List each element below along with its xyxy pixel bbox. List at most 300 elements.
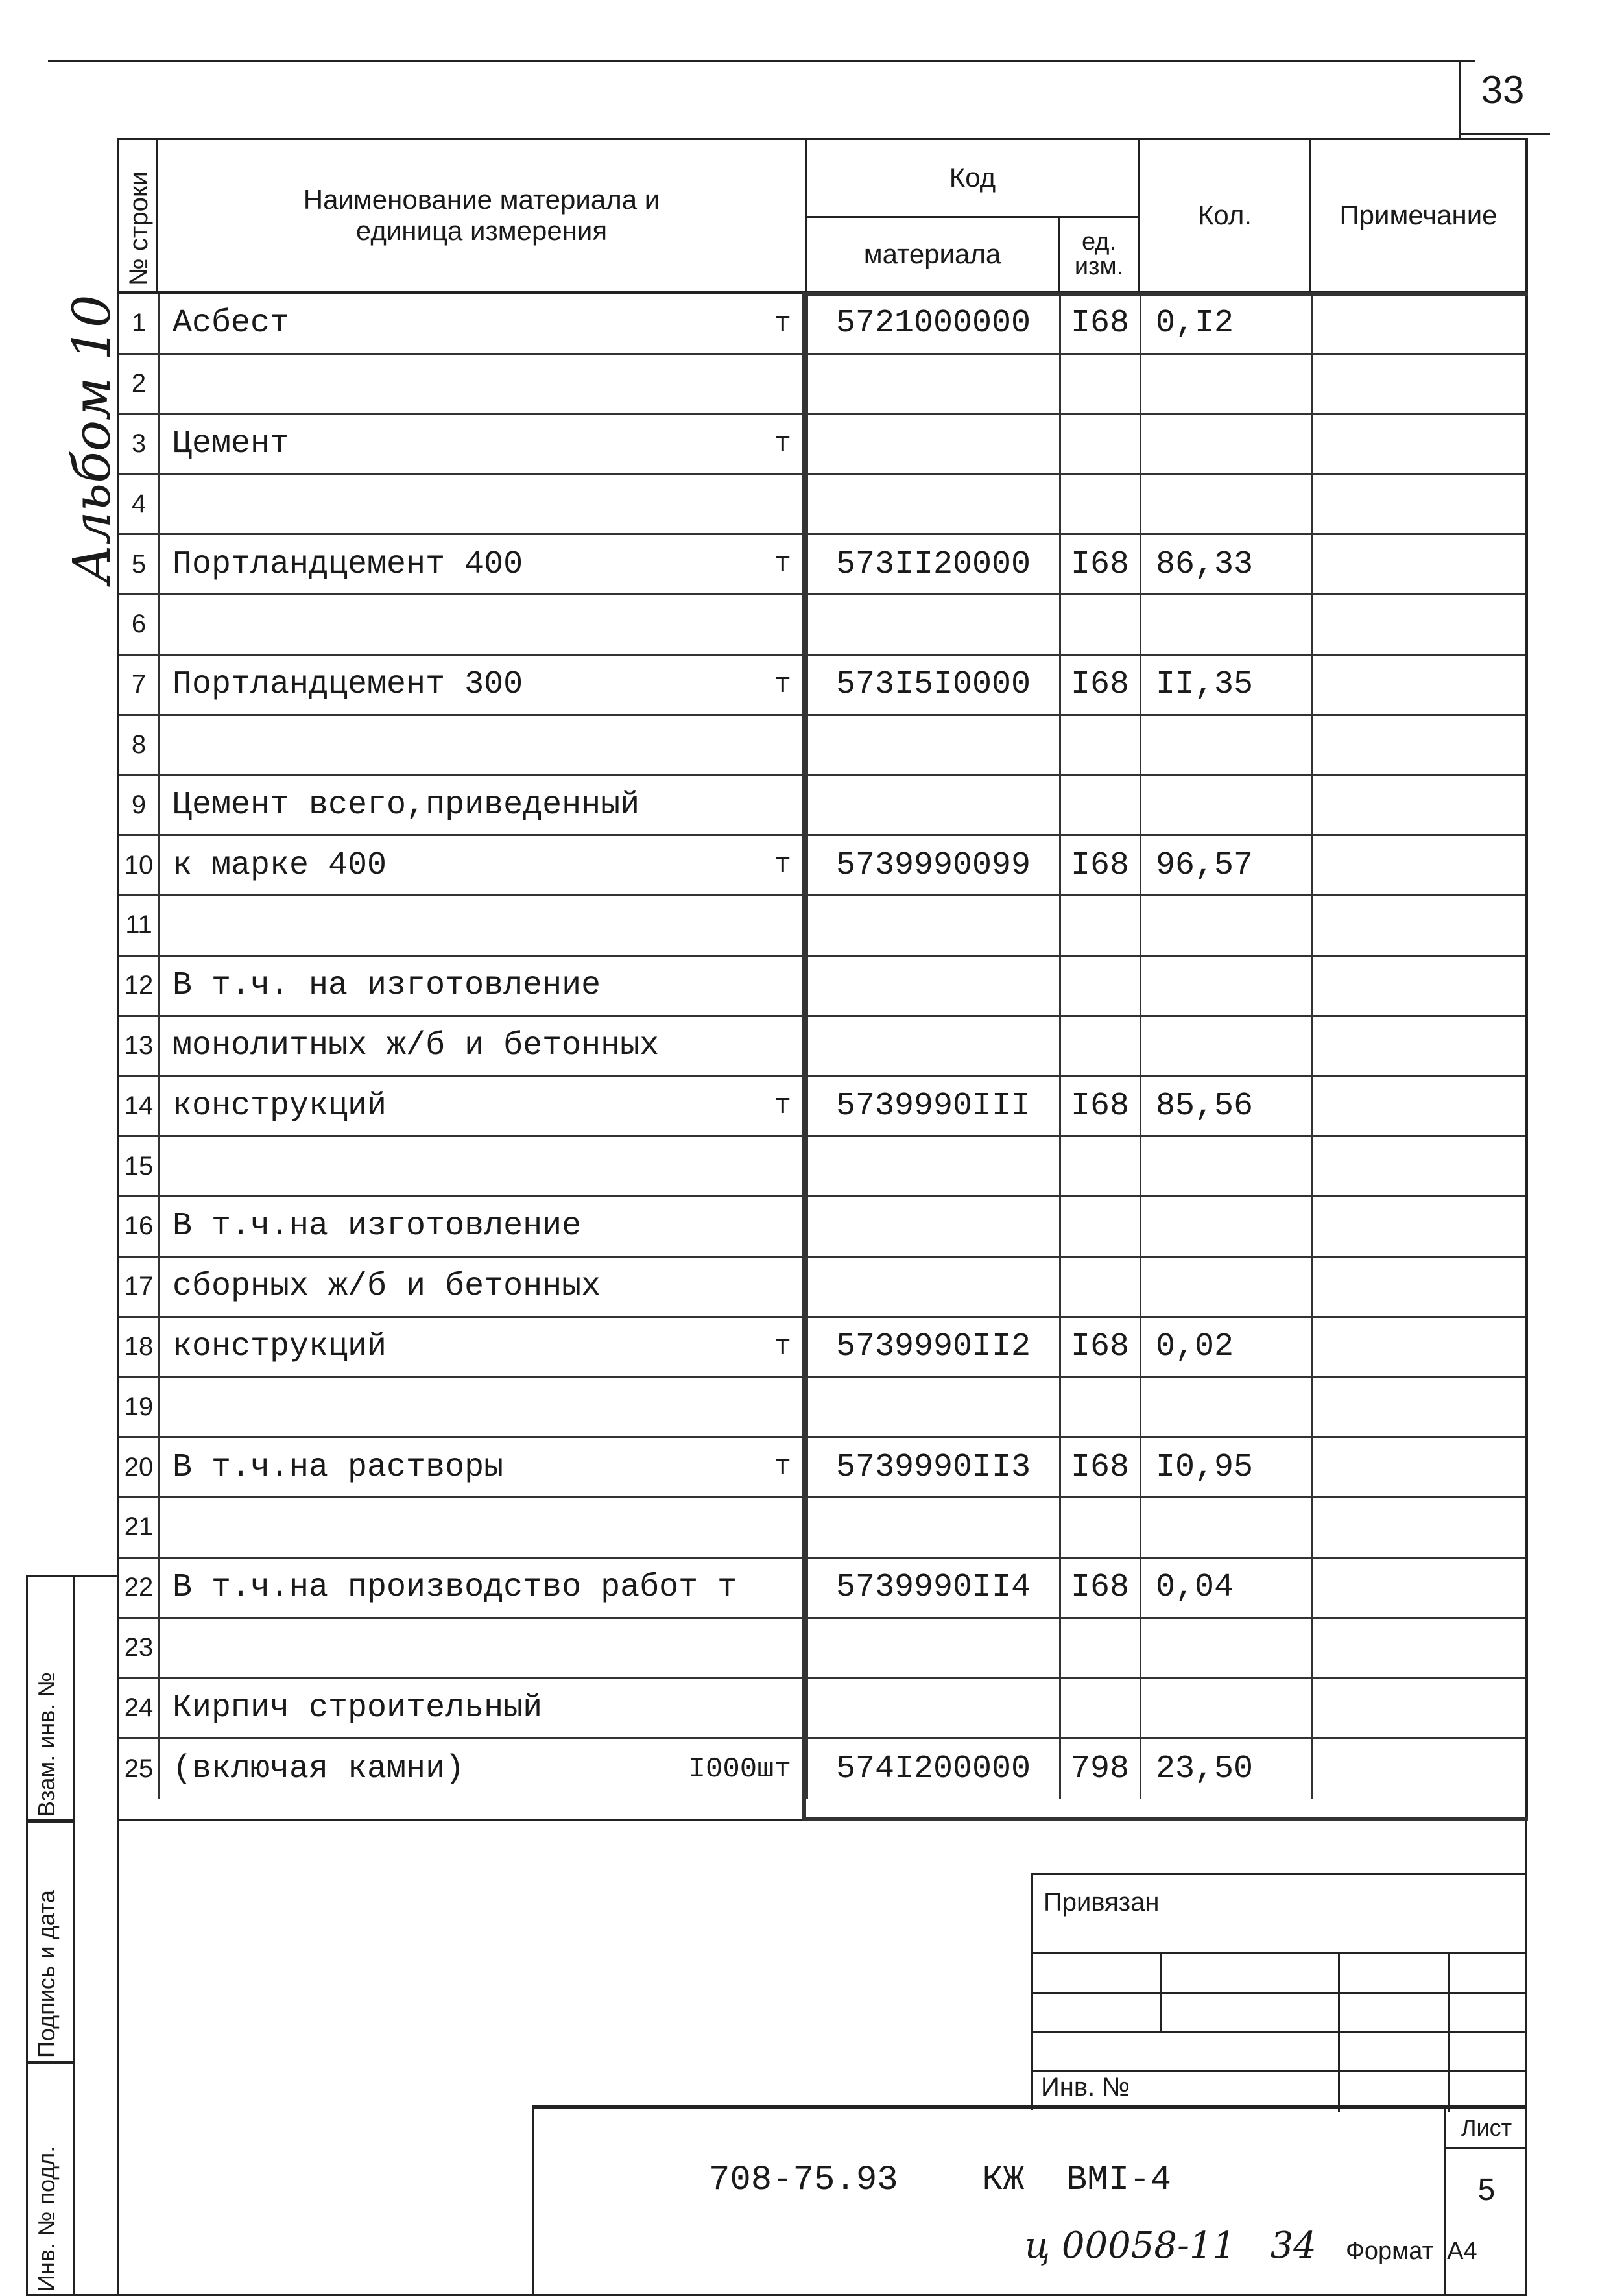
material-name-cell: Кирпич строительный bbox=[173, 1689, 543, 1727]
column-divider bbox=[158, 1378, 160, 1436]
note-cell bbox=[1311, 1378, 1525, 1436]
column-divider bbox=[1140, 716, 1141, 774]
note-cell bbox=[1311, 836, 1525, 894]
row-number-cell: 24 bbox=[124, 1693, 154, 1722]
column-divider bbox=[1311, 1559, 1313, 1617]
column-divider bbox=[1140, 1378, 1141, 1436]
column-divider bbox=[1059, 1559, 1061, 1617]
table-row bbox=[119, 1438, 1525, 1498]
note-cell bbox=[1311, 776, 1525, 834]
material-code-cell bbox=[807, 957, 1060, 1015]
column-divider bbox=[158, 1739, 160, 1799]
note-cell bbox=[1311, 1739, 1525, 1799]
quantity-cell bbox=[1140, 1679, 1311, 1737]
row-number-cell: 3 bbox=[131, 429, 147, 458]
quantity-cell: 96,57 bbox=[1156, 846, 1254, 884]
column-divider bbox=[1140, 1498, 1141, 1557]
column-divider bbox=[806, 1559, 808, 1617]
column-divider bbox=[158, 1559, 160, 1617]
material-code-cell: 573I5I0000 bbox=[835, 666, 1031, 704]
material-code-cell: 5739990099 bbox=[835, 846, 1031, 884]
quantity-cell bbox=[1140, 1378, 1311, 1436]
unit-code-cell bbox=[1060, 1137, 1140, 1195]
column-divider bbox=[158, 595, 160, 654]
table-row bbox=[119, 595, 1525, 656]
column-divider bbox=[1140, 1679, 1141, 1737]
column-divider bbox=[1140, 294, 1141, 353]
top-rule bbox=[48, 60, 1475, 62]
quantity-cell bbox=[1140, 957, 1311, 1015]
material-name-cell bbox=[158, 896, 690, 955]
material-unit-cell bbox=[690, 896, 807, 955]
privyazan-rule-2 bbox=[1033, 1992, 1527, 1994]
unit-code-cell: I68 bbox=[1070, 1448, 1129, 1486]
material-code-cell: 574I200000 bbox=[835, 1751, 1031, 1788]
note-cell bbox=[1311, 535, 1525, 593]
column-divider bbox=[806, 776, 808, 834]
table-row bbox=[119, 1197, 1525, 1258]
column-divider bbox=[1059, 896, 1061, 955]
quantity-cell bbox=[1140, 355, 1311, 413]
stamp-vzam-label: Взам. инв. № bbox=[33, 1671, 60, 1817]
column-divider bbox=[1311, 294, 1313, 353]
unit-code-cell bbox=[1060, 1258, 1140, 1316]
stamp-inv-podl bbox=[26, 2063, 75, 2296]
column-divider bbox=[158, 1619, 160, 1677]
column-divider bbox=[1311, 896, 1313, 955]
column-divider bbox=[1311, 1137, 1313, 1195]
material-code-cell bbox=[807, 716, 1060, 774]
column-divider bbox=[158, 1498, 160, 1557]
note-cell bbox=[1311, 1559, 1525, 1617]
material-unit-cell bbox=[690, 1137, 807, 1195]
unit-code-cell: I68 bbox=[1070, 666, 1129, 704]
material-code-cell: 5739990III bbox=[835, 1087, 1031, 1125]
column-divider bbox=[1059, 1498, 1061, 1557]
column-divider bbox=[806, 1137, 808, 1195]
column-divider bbox=[1140, 355, 1141, 413]
material-unit-cell bbox=[690, 475, 807, 533]
column-divider bbox=[1140, 535, 1141, 593]
column-divider bbox=[1311, 1258, 1313, 1316]
material-unit-cell: т bbox=[774, 307, 791, 340]
header-code: Код bbox=[807, 140, 1140, 218]
material-name-cell: В т.ч.на растворы bbox=[173, 1448, 504, 1486]
table-row bbox=[119, 1017, 1525, 1077]
column-divider bbox=[1311, 716, 1313, 774]
material-name-cell: В т.ч.на производство работ т bbox=[173, 1569, 737, 1607]
material-code-cell bbox=[807, 1619, 1060, 1677]
privyazan-block bbox=[1031, 1873, 1527, 2110]
column-divider bbox=[158, 1258, 160, 1316]
row-number-cell: 7 bbox=[131, 670, 147, 699]
row-number-cell: 25 bbox=[124, 1754, 154, 1784]
material-unit-cell: т bbox=[774, 548, 791, 581]
unit-code-cell bbox=[1060, 595, 1140, 654]
column-divider bbox=[1059, 1137, 1061, 1195]
column-divider bbox=[158, 1137, 160, 1195]
column-divider bbox=[1140, 1017, 1141, 1075]
note-cell bbox=[1311, 595, 1525, 654]
note-cell bbox=[1311, 1077, 1525, 1135]
note-cell bbox=[1311, 1137, 1525, 1195]
column-divider bbox=[806, 1258, 808, 1316]
material-code-cell bbox=[807, 415, 1060, 473]
column-divider bbox=[806, 1619, 808, 1677]
format-label: Формат А4 bbox=[1346, 2238, 1477, 2265]
column-divider bbox=[806, 1438, 808, 1496]
column-divider bbox=[806, 957, 808, 1015]
column-divider bbox=[1059, 1197, 1061, 1256]
material-unit-cell bbox=[690, 776, 807, 834]
column-divider bbox=[1140, 836, 1141, 894]
column-divider bbox=[158, 475, 160, 533]
table-row bbox=[119, 475, 1525, 535]
table-row bbox=[119, 656, 1525, 716]
column-divider bbox=[1059, 1679, 1061, 1737]
unit-code-cell bbox=[1060, 716, 1140, 774]
column-divider bbox=[1140, 1559, 1141, 1617]
material-name-cell: сборных ж/б и бетонных bbox=[173, 1268, 601, 1306]
unit-code-cell bbox=[1060, 1017, 1140, 1075]
column-divider bbox=[806, 294, 808, 353]
column-divider bbox=[158, 716, 160, 774]
material-name-cell: Портландцемент 300 bbox=[173, 666, 523, 704]
column-divider bbox=[158, 1679, 160, 1737]
column-divider bbox=[1059, 415, 1061, 473]
column-divider bbox=[806, 415, 808, 473]
column-divider bbox=[1059, 535, 1061, 593]
material-unit-cell bbox=[690, 595, 807, 654]
unit-code-cell: I68 bbox=[1070, 1087, 1129, 1125]
row-number-cell: 14 bbox=[124, 1091, 154, 1120]
quantity-cell bbox=[1140, 1498, 1311, 1557]
material-code-cell bbox=[807, 595, 1060, 654]
column-divider bbox=[1140, 1137, 1141, 1195]
column-divider bbox=[1311, 1498, 1313, 1557]
material-unit-cell bbox=[690, 1197, 807, 1256]
note-cell bbox=[1311, 1318, 1525, 1376]
quantity-cell bbox=[1140, 595, 1311, 654]
note-cell bbox=[1311, 1498, 1525, 1557]
material-unit-cell bbox=[690, 1378, 807, 1436]
material-unit-cell: т bbox=[774, 1090, 791, 1123]
column-divider bbox=[806, 535, 808, 593]
column-divider bbox=[1059, 1318, 1061, 1376]
inv-no-label: Инв. № bbox=[1041, 2073, 1130, 2101]
column-divider bbox=[158, 535, 160, 593]
column-divider bbox=[1140, 415, 1141, 473]
column-divider bbox=[806, 1017, 808, 1075]
sheet-number: 5 bbox=[1477, 2172, 1496, 2207]
unit-code-cell bbox=[1060, 1498, 1140, 1557]
column-divider bbox=[158, 1077, 160, 1135]
row-number-cell: 20 bbox=[124, 1452, 154, 1481]
note-cell bbox=[1311, 716, 1525, 774]
column-divider bbox=[1140, 1739, 1141, 1799]
column-divider bbox=[1311, 776, 1313, 834]
row-number-cell: 12 bbox=[124, 971, 154, 1000]
note-cell bbox=[1311, 896, 1525, 955]
material-name-cell bbox=[158, 595, 690, 654]
stamp-vzam bbox=[26, 1575, 75, 1821]
column-divider bbox=[1311, 415, 1313, 473]
material-unit-cell: I000шт bbox=[688, 1752, 791, 1786]
album-note: Альбом 10 bbox=[62, 294, 122, 584]
unit-code-cell bbox=[1060, 1679, 1140, 1737]
column-divider bbox=[1059, 595, 1061, 654]
privyazan-vrule-3 bbox=[1448, 1952, 1450, 2112]
quantity-cell: I0,95 bbox=[1156, 1448, 1254, 1486]
column-divider bbox=[806, 595, 808, 654]
unit-code-cell bbox=[1060, 475, 1140, 533]
material-unit-cell bbox=[690, 1679, 807, 1737]
handwritten-inventory: ц 00058-11 34 bbox=[1025, 2225, 1317, 2267]
designation-block bbox=[532, 2105, 1527, 2296]
column-divider bbox=[1059, 836, 1061, 894]
row-number-cell: 2 bbox=[131, 369, 147, 398]
header-qty: Кол. bbox=[1140, 140, 1311, 291]
column-divider bbox=[1140, 1438, 1141, 1496]
privyazan-vrule-1 bbox=[1160, 1952, 1162, 2031]
column-divider bbox=[1059, 1378, 1061, 1436]
unit-code-cell bbox=[1060, 776, 1140, 834]
column-divider bbox=[1059, 1739, 1061, 1799]
column-divider bbox=[806, 1498, 808, 1557]
column-divider bbox=[1140, 1318, 1141, 1376]
column-divider bbox=[1311, 1017, 1313, 1075]
quantity-cell bbox=[1140, 415, 1311, 473]
unit-code-cell: I68 bbox=[1070, 545, 1129, 583]
material-name-cell bbox=[158, 1378, 690, 1436]
material-code-cell bbox=[807, 475, 1060, 533]
table-row bbox=[119, 1378, 1525, 1438]
table-row bbox=[119, 355, 1525, 415]
column-divider bbox=[1311, 535, 1313, 593]
header-row-no-cell bbox=[119, 140, 158, 291]
table-body bbox=[119, 294, 1525, 1799]
column-divider bbox=[1311, 1619, 1313, 1677]
quantity-cell bbox=[1140, 1137, 1311, 1195]
note-cell bbox=[1311, 656, 1525, 714]
note-cell bbox=[1311, 1619, 1525, 1677]
material-unit-cell bbox=[690, 1619, 807, 1677]
column-divider bbox=[1059, 1017, 1061, 1075]
column-divider bbox=[1311, 1739, 1313, 1799]
quantity-cell bbox=[1140, 1619, 1311, 1677]
note-cell bbox=[1311, 1017, 1525, 1075]
table-row bbox=[119, 776, 1525, 836]
material-unit-cell bbox=[690, 1498, 807, 1557]
column-divider bbox=[806, 1077, 808, 1135]
column-divider bbox=[806, 836, 808, 894]
material-code-cell: 5739990II2 bbox=[835, 1328, 1031, 1365]
column-divider bbox=[158, 957, 160, 1015]
material-unit-cell bbox=[690, 716, 807, 774]
table-row bbox=[119, 1619, 1525, 1679]
unit-code-cell bbox=[1060, 415, 1140, 473]
column-divider bbox=[1311, 355, 1313, 413]
column-divider bbox=[1311, 656, 1313, 714]
quantity-cell bbox=[1140, 896, 1311, 955]
material-name-cell: конструкций bbox=[173, 1087, 387, 1125]
material-unit-cell bbox=[690, 1258, 807, 1316]
column-divider bbox=[1059, 656, 1061, 714]
row-number-cell: 22 bbox=[124, 1573, 154, 1602]
column-divider bbox=[1311, 1197, 1313, 1256]
stamp-podpis bbox=[26, 1821, 75, 2063]
header-row-no: № строки bbox=[125, 171, 153, 286]
row-number-cell: 15 bbox=[124, 1151, 154, 1180]
column-divider bbox=[1311, 1378, 1313, 1436]
material-name-cell bbox=[158, 355, 690, 413]
column-divider bbox=[158, 836, 160, 894]
column-divider bbox=[1059, 1619, 1061, 1677]
material-name-cell: Цемент всего,приведенный bbox=[173, 786, 640, 824]
material-name-cell: В т.ч.на изготовление bbox=[173, 1208, 582, 1245]
row-number-cell: 16 bbox=[124, 1212, 154, 1241]
column-divider bbox=[158, 776, 160, 834]
material-code-cell bbox=[807, 1137, 1060, 1195]
column-divider bbox=[158, 355, 160, 413]
table-row bbox=[119, 415, 1525, 475]
quantity-cell: 0,I2 bbox=[1156, 305, 1234, 342]
material-unit-cell bbox=[690, 355, 807, 413]
column-divider bbox=[1311, 1679, 1313, 1737]
column-divider bbox=[1311, 1077, 1313, 1135]
material-code-cell bbox=[807, 1258, 1060, 1316]
column-divider bbox=[1140, 1077, 1141, 1135]
column-divider bbox=[158, 1197, 160, 1256]
unit-code-cell bbox=[1060, 1378, 1140, 1436]
page-number-divider bbox=[1459, 60, 1461, 138]
table-row bbox=[119, 1498, 1525, 1559]
row-number-cell: 5 bbox=[131, 549, 147, 579]
material-code-cell bbox=[807, 776, 1060, 834]
unit-code-cell bbox=[1060, 896, 1140, 955]
column-divider bbox=[1311, 475, 1313, 533]
row-number-cell: 1 bbox=[131, 309, 147, 338]
unit-code-cell: I68 bbox=[1070, 1328, 1129, 1365]
column-divider bbox=[1059, 957, 1061, 1015]
column-divider bbox=[1059, 355, 1061, 413]
material-code-cell: 5739990II4 bbox=[835, 1569, 1031, 1607]
privyazan-rule-4 bbox=[1033, 2070, 1527, 2072]
column-divider bbox=[806, 1679, 808, 1737]
quantity-cell bbox=[1140, 1258, 1311, 1316]
column-divider bbox=[158, 415, 160, 473]
row-number-cell: 17 bbox=[124, 1272, 154, 1301]
top-right-rule bbox=[1459, 133, 1550, 135]
privyazan-rule-3 bbox=[1033, 2031, 1527, 2033]
column-divider bbox=[1311, 957, 1313, 1015]
column-divider bbox=[806, 355, 808, 413]
unit-code-cell: I68 bbox=[1070, 1569, 1129, 1607]
column-divider bbox=[1311, 1318, 1313, 1376]
designation: 708-75.93 КЖ ВМI-4 bbox=[709, 2160, 1171, 2200]
column-divider bbox=[158, 896, 160, 955]
privyazan-rule-1 bbox=[1033, 1952, 1527, 1954]
column-divider bbox=[1059, 1077, 1061, 1135]
row-number-cell: 8 bbox=[131, 730, 147, 759]
material-code-cell: 5739990II3 bbox=[835, 1448, 1031, 1486]
material-code-cell bbox=[807, 896, 1060, 955]
table-row bbox=[119, 1137, 1525, 1197]
material-code-cell bbox=[807, 1498, 1060, 1557]
column-divider bbox=[806, 1318, 808, 1376]
column-divider bbox=[806, 1739, 808, 1799]
sheet-label: Лист bbox=[1446, 2109, 1527, 2149]
table-row bbox=[119, 1559, 1525, 1619]
unit-code-cell: I68 bbox=[1070, 846, 1129, 884]
page-number: 33 bbox=[1481, 68, 1525, 112]
table-row bbox=[119, 1258, 1525, 1318]
material-code-cell bbox=[807, 1679, 1060, 1737]
material-name-cell: Цемент bbox=[173, 425, 290, 462]
note-cell bbox=[1311, 1679, 1525, 1737]
column-divider bbox=[1311, 836, 1313, 894]
column-divider bbox=[1311, 1438, 1313, 1496]
row-number-cell: 23 bbox=[124, 1632, 154, 1662]
header-unit: ед. изм. bbox=[1060, 218, 1140, 291]
column-divider bbox=[1059, 1258, 1061, 1316]
material-code-cell: 5721000000 bbox=[835, 305, 1031, 342]
column-divider bbox=[158, 1438, 160, 1496]
column-divider bbox=[806, 656, 808, 714]
unit-code-cell bbox=[1060, 355, 1140, 413]
quantity-cell: 0,02 bbox=[1156, 1328, 1234, 1365]
frame-left bbox=[117, 1821, 119, 2296]
row-number-cell: 10 bbox=[124, 850, 154, 879]
material-unit-cell bbox=[690, 1017, 807, 1075]
column-divider bbox=[1140, 957, 1141, 1015]
header-name: Наименование материала и единица измерения bbox=[158, 140, 807, 291]
table-row bbox=[119, 1318, 1525, 1378]
material-name-cell bbox=[158, 1498, 690, 1557]
table-row bbox=[119, 294, 1525, 355]
material-name-cell: Портландцемент 400 bbox=[173, 545, 523, 583]
material-name-cell bbox=[158, 1137, 690, 1195]
stamp-inner-column bbox=[75, 1575, 117, 2296]
quantity-cell: 86,33 bbox=[1156, 545, 1254, 583]
column-divider bbox=[158, 1017, 160, 1075]
note-cell bbox=[1311, 355, 1525, 413]
note-cell bbox=[1311, 294, 1525, 353]
quantity-cell bbox=[1140, 776, 1311, 834]
note-cell bbox=[1311, 415, 1525, 473]
privyazan-vrule-2 bbox=[1338, 1952, 1340, 2112]
material-name-cell bbox=[158, 716, 690, 774]
material-unit-cell: т bbox=[774, 668, 791, 701]
material-unit-cell: т bbox=[774, 427, 791, 460]
note-cell bbox=[1311, 1197, 1525, 1256]
materials-table bbox=[117, 138, 1528, 1821]
material-name-cell bbox=[158, 1619, 690, 1677]
quantity-cell: 23,50 bbox=[1156, 1751, 1254, 1788]
column-divider bbox=[1059, 1438, 1061, 1496]
material-unit-cell bbox=[690, 1559, 807, 1617]
table-row bbox=[119, 957, 1525, 1017]
quantity-cell bbox=[1140, 716, 1311, 774]
column-divider bbox=[806, 1378, 808, 1436]
quantity-cell: 85,56 bbox=[1156, 1087, 1254, 1125]
column-divider bbox=[1140, 1197, 1141, 1256]
note-cell bbox=[1311, 1438, 1525, 1496]
column-divider bbox=[1140, 475, 1141, 533]
row-number-cell: 19 bbox=[124, 1392, 154, 1421]
material-name-cell: к марке 400 bbox=[173, 846, 387, 884]
row-number-cell: 18 bbox=[124, 1332, 154, 1361]
